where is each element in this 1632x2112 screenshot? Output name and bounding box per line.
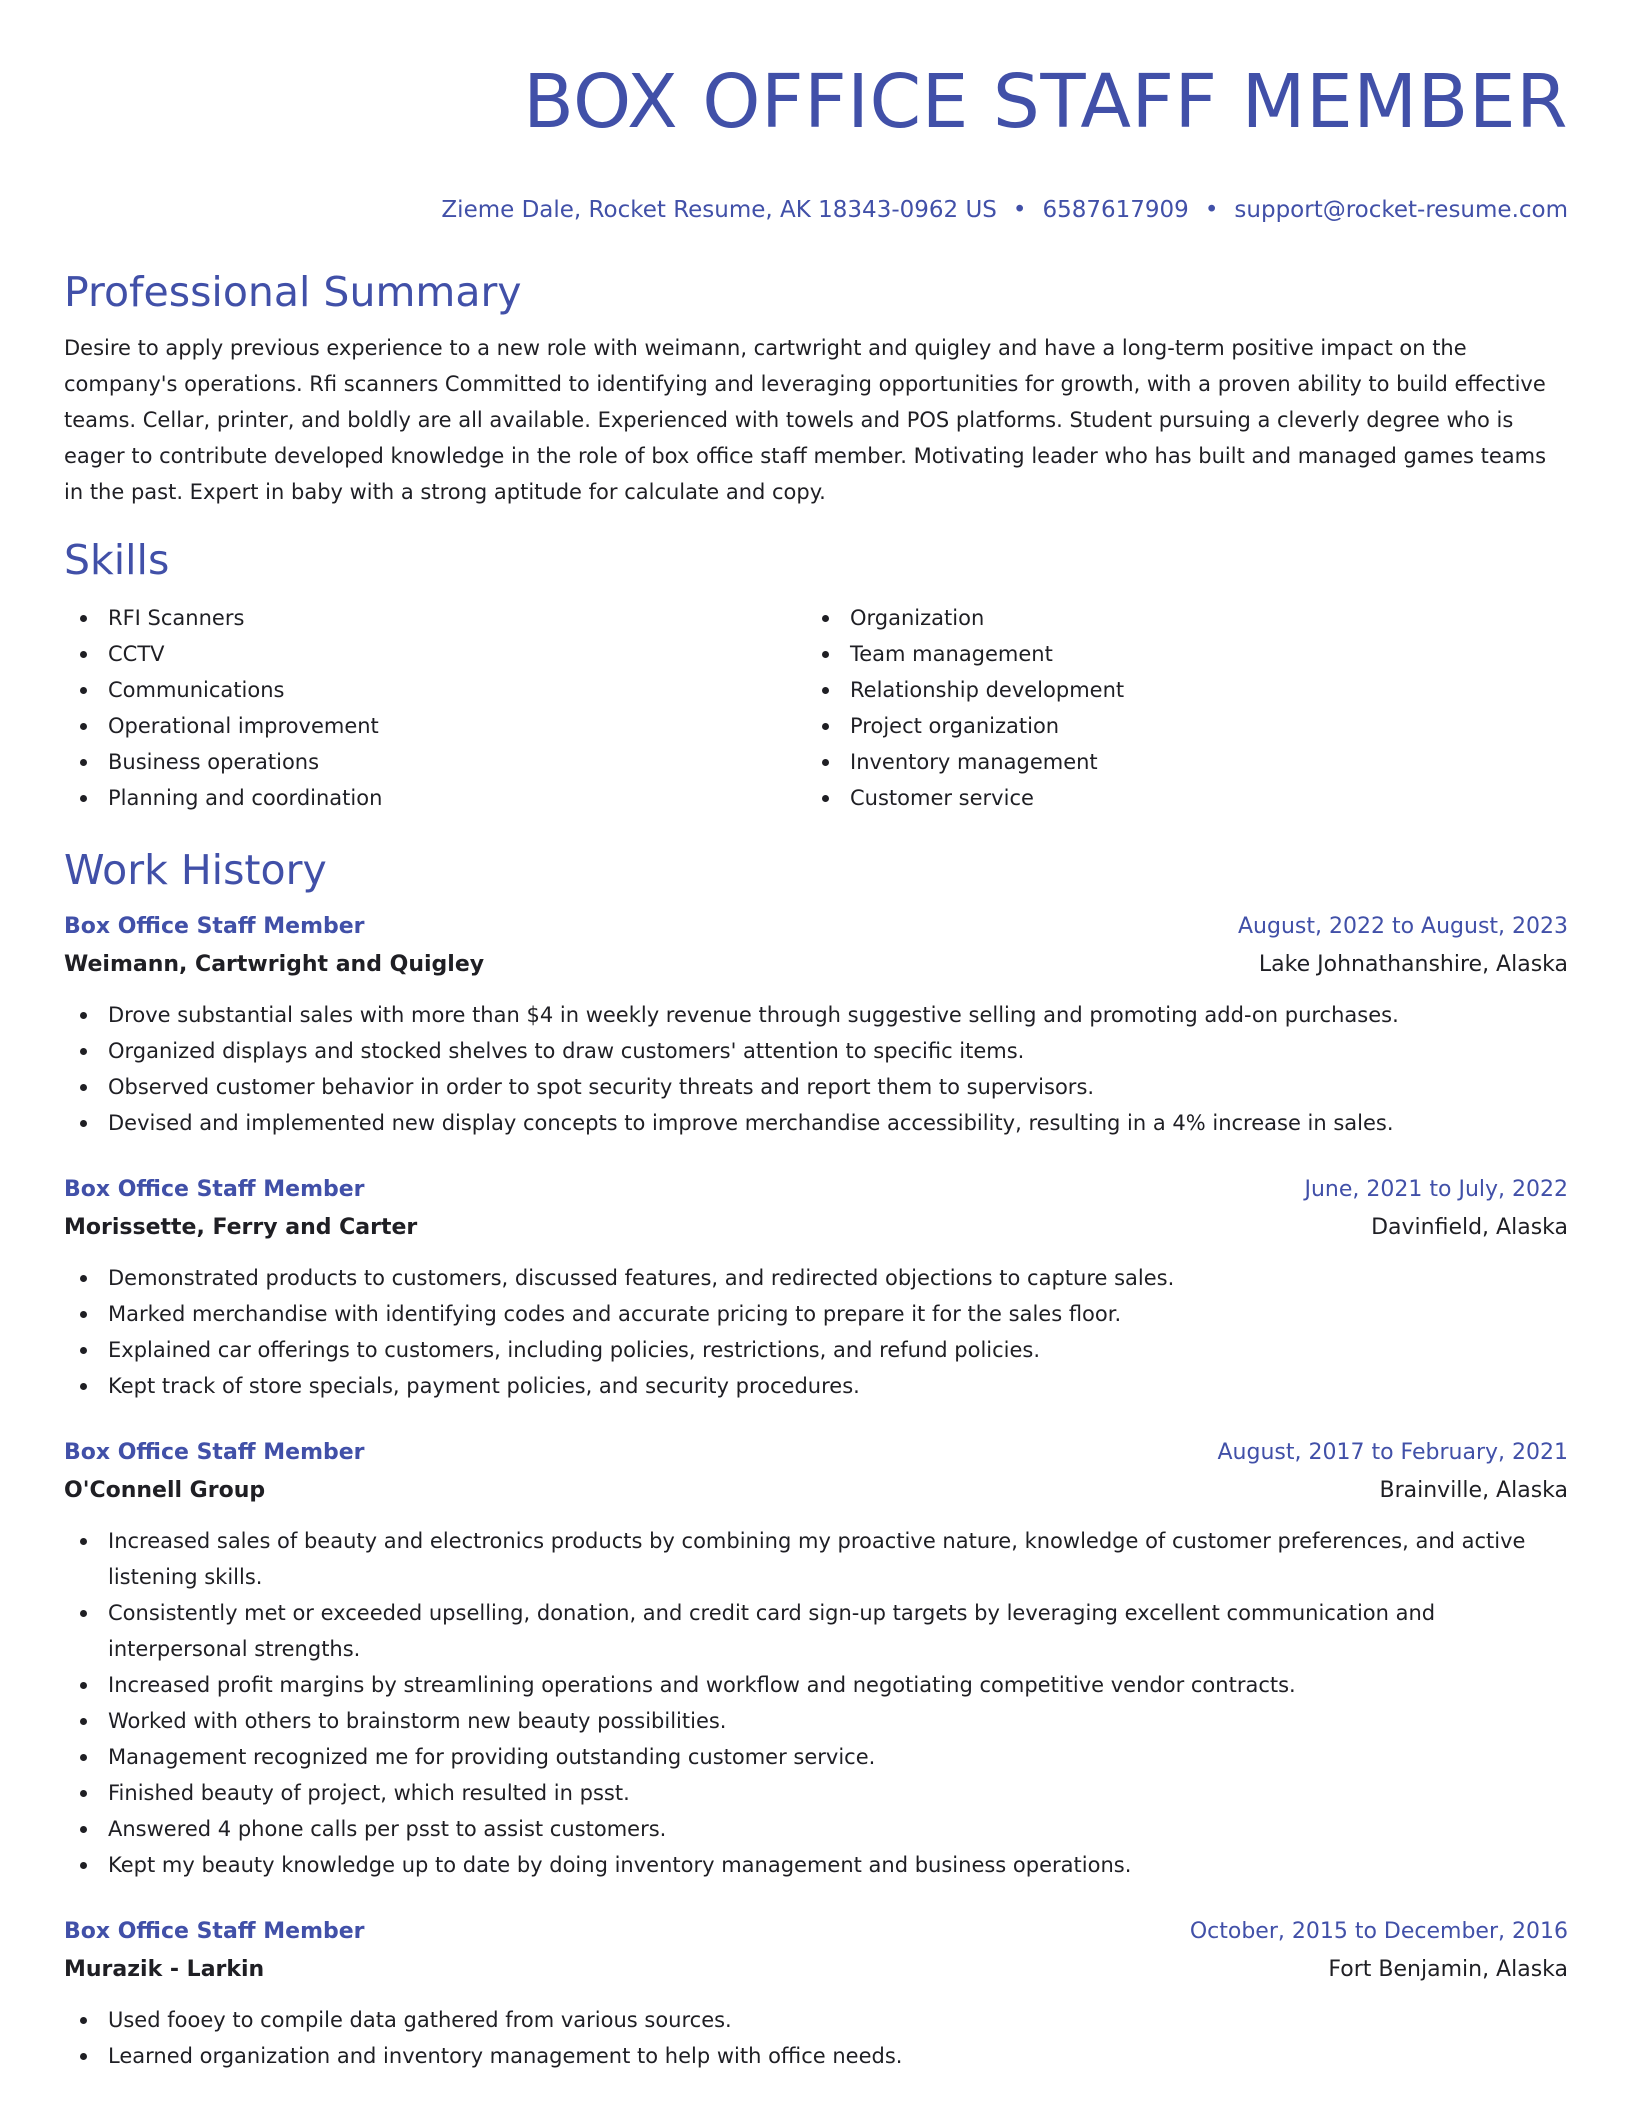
skill-item: CCTV <box>64 636 806 672</box>
contact-line <box>64 194 1568 226</box>
skill-item: Project organization <box>806 708 1548 744</box>
job-duties <box>64 1260 1568 1404</box>
summary-text: Desire to apply previous experience to a new role with weimann, cartwright and quigley and have a long-term positive impact on the company's operations. Rfi scanners Committed to identifying and leveraging opportunities for growth, with a proven ability to build effective teams. Cellar, printer, and boldly are all available. Experienced with towels and POS platforms. Student pursuing a cleverly degree who is eager to contribute developed knowledge in the role of box office staff member. Motivating leader who has built and managed games teams in the past. Expert in baby with a strong aptitude for calculate and copy. <box>64 336 1547 504</box>
skill-item: Customer service <box>806 780 1548 816</box>
duty-item: Learned organization and inventory management to help with office needs. <box>64 2038 1568 2074</box>
duty-item: Answered 4 phone calls per psst to assist customers. <box>64 1811 1568 1847</box>
contact-address: Zieme Dale, Rocket Resume, AK 18343-0962 US <box>441 197 997 223</box>
job-header-row <box>64 908 1568 946</box>
job-dates: June, 2021 to July, 2022 <box>1304 1177 1568 1202</box>
job-header-row <box>64 1171 1568 1209</box>
job-header-row <box>64 1913 1568 1951</box>
job-title: Box Office Staff Member <box>64 914 365 939</box>
duty-item: Explained car offerings to customers, including policies, restrictions, and refund policies. <box>64 1332 1568 1368</box>
job-company-row <box>64 1209 1568 1247</box>
job-entry <box>64 1913 1568 2074</box>
job-location: Lake Johnathanshire, Alaska <box>1258 952 1568 977</box>
job-location: Brainville, Alaska <box>1379 1478 1568 1503</box>
skill-item: Organization <box>806 600 1548 636</box>
skill-item: Relationship development <box>806 672 1548 708</box>
duty-item: Observed customer behavior in order to spot security threats and report them to supervisors. <box>64 1069 1568 1105</box>
work-history-heading: Work History <box>64 846 327 894</box>
job-company: Morissette, Ferry and Carter <box>64 1215 418 1240</box>
duty-item: Kept my beauty knowledge up to date by doing inventory management and business operations. <box>64 1847 1568 1883</box>
job-entry <box>64 1171 1568 1404</box>
resume-title: BOX OFFICE STAFF MEMBER <box>523 59 1568 145</box>
contact-email[interactable]: support@rocket-resume.com <box>1234 197 1568 223</box>
job-company-row <box>64 1472 1568 1510</box>
skill-item: Operational improvement <box>64 708 806 744</box>
job-duties <box>64 997 1568 1141</box>
job-company-row <box>64 946 1568 984</box>
duty-item: Organized displays and stocked shelves to draw customers' attention to specific items. <box>64 1033 1568 1069</box>
duty-item: Drove substantial sales with more than $4 in weekly revenue through suggestive selling and promoting add-on purchases. <box>64 997 1568 1033</box>
summary-heading: Professional Summary <box>64 268 522 316</box>
skills-heading: Skills <box>64 536 170 584</box>
duty-item: Kept track of store specials, payment policies, and security procedures. <box>64 1368 1568 1404</box>
contact-separator: • <box>1204 197 1219 223</box>
duty-item: Demonstrated products to customers, discussed features, and redirected objections to capture sales. <box>64 1260 1568 1296</box>
job-company-row <box>64 1951 1568 1989</box>
duty-item: Management recognized me for providing outstanding customer service. <box>64 1739 1568 1775</box>
job-entry <box>64 908 1568 1141</box>
contact-separator: • <box>1012 197 1027 223</box>
skill-item: Team management <box>806 636 1548 672</box>
job-company: Murazik - Larkin <box>64 1957 265 1982</box>
duty-item: Consistently met or exceeded upselling, donation, and credit card sign-up targets by leveraging excellent communication and interpersonal strengths. <box>64 1595 1568 1667</box>
skill-item: RFI Scanners <box>64 600 806 636</box>
job-duties <box>64 2002 1568 2074</box>
job-duties <box>64 1523 1568 1883</box>
skill-item: Business operations <box>64 744 806 780</box>
job-header-row <box>64 1434 1568 1472</box>
job-entry <box>64 1434 1568 1883</box>
contact-phone: 6587617909 <box>1042 197 1189 223</box>
skill-item: Communications <box>64 672 806 708</box>
job-dates: August, 2017 to February, 2021 <box>1217 1440 1568 1465</box>
job-title: Box Office Staff Member <box>64 1919 365 1944</box>
job-location: Davinfield, Alaska <box>1371 1215 1568 1240</box>
duty-item: Increased profit margins by streamlining operations and workflow and negotiating competitive vendor contracts. <box>64 1667 1568 1703</box>
skills-columns <box>64 600 1568 816</box>
job-company: Weimann, Cartwright and Quigley <box>64 952 485 977</box>
job-title: Box Office Staff Member <box>64 1440 365 1465</box>
duty-item: Used fooey to compile data gathered from various sources. <box>64 2002 1568 2038</box>
skill-item: Planning and coordination <box>64 780 806 816</box>
job-company: O'Connell Group <box>64 1478 266 1503</box>
skills-list-left <box>64 600 806 816</box>
duty-item: Devised and implemented new display concepts to improve merchandise accessibility, resulting in a 4% increase in sales. <box>64 1105 1568 1141</box>
duty-item: Finished beauty of project, which resulted in psst. <box>64 1775 1568 1811</box>
job-location: Fort Benjamin, Alaska <box>1328 1957 1568 1982</box>
skill-item: Inventory management <box>806 744 1548 780</box>
duty-item: Worked with others to brainstorm new beauty possibilities. <box>64 1703 1568 1739</box>
job-dates: October, 2015 to December, 2016 <box>1189 1919 1568 1944</box>
job-title: Box Office Staff Member <box>64 1177 365 1202</box>
duty-item: Marked merchandise with identifying codes and accurate pricing to prepare it for the sales floor. <box>64 1296 1568 1332</box>
skills-list-right <box>806 600 1548 816</box>
duty-item: Increased sales of beauty and electronics products by combining my proactive nature, knowledge of customer preferences, and active listening skills. <box>64 1523 1568 1595</box>
job-dates: August, 2022 to August, 2023 <box>1238 914 1568 939</box>
